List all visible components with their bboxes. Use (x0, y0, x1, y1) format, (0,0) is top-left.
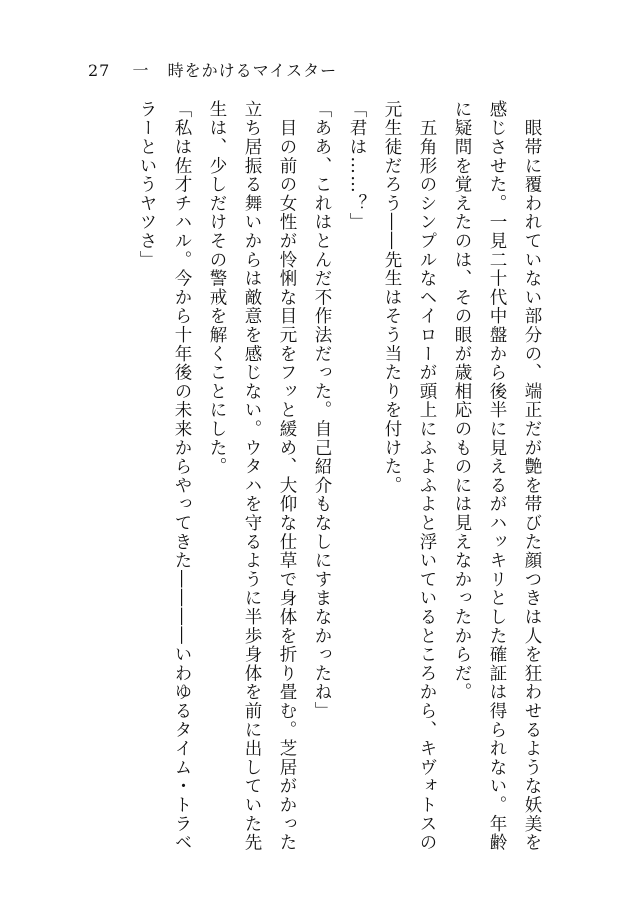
paragraph: 「ああ、これはとんだ不作法だった。自己紹介もなしにすまなかったね」 (312, 100, 332, 721)
running-header (88, 58, 337, 81)
vertical-body-text (69, 100, 549, 860)
paragraph: 「私は佐才チハル。今から十年後の未来からやってきた――――いわゆるタイム・トラベラーというヤツさ」 (137, 100, 192, 852)
paragraph: 五角形のシンプルなヘイローが頭上にふよふよと浮いているところから、キヴォトスの元生徒だろう――先生はそう当たりを付けた。 (382, 100, 437, 852)
page-number: 27 (88, 61, 111, 80)
chapter-title: 時をかけるマイスター (167, 61, 338, 80)
paragraph: 「君は……？」 (347, 100, 367, 232)
paragraph: 眼帯に覆われていない部分の、端正だが艶を帯びた顔つきは人を狂わせるような妖美を感じさせた。一見二十代中盤から後半に見えるがハッキリとした確証は得られない。年齢に疑問を覚えたのは、その眼が歳相応のものには見えなかったからだ。 (452, 100, 542, 852)
header-separator: 一 (132, 61, 150, 80)
paragraph: 目の前の女性が怜悧な目元をフッと緩め、大仰な仕草で身体を折り畳む。芝居がかった立ち居振る舞いからは敵意を感じない。ウタハを守るように半歩身体を前に出していた先生は、少しだけその警戒を解くことにした。 (207, 100, 297, 852)
